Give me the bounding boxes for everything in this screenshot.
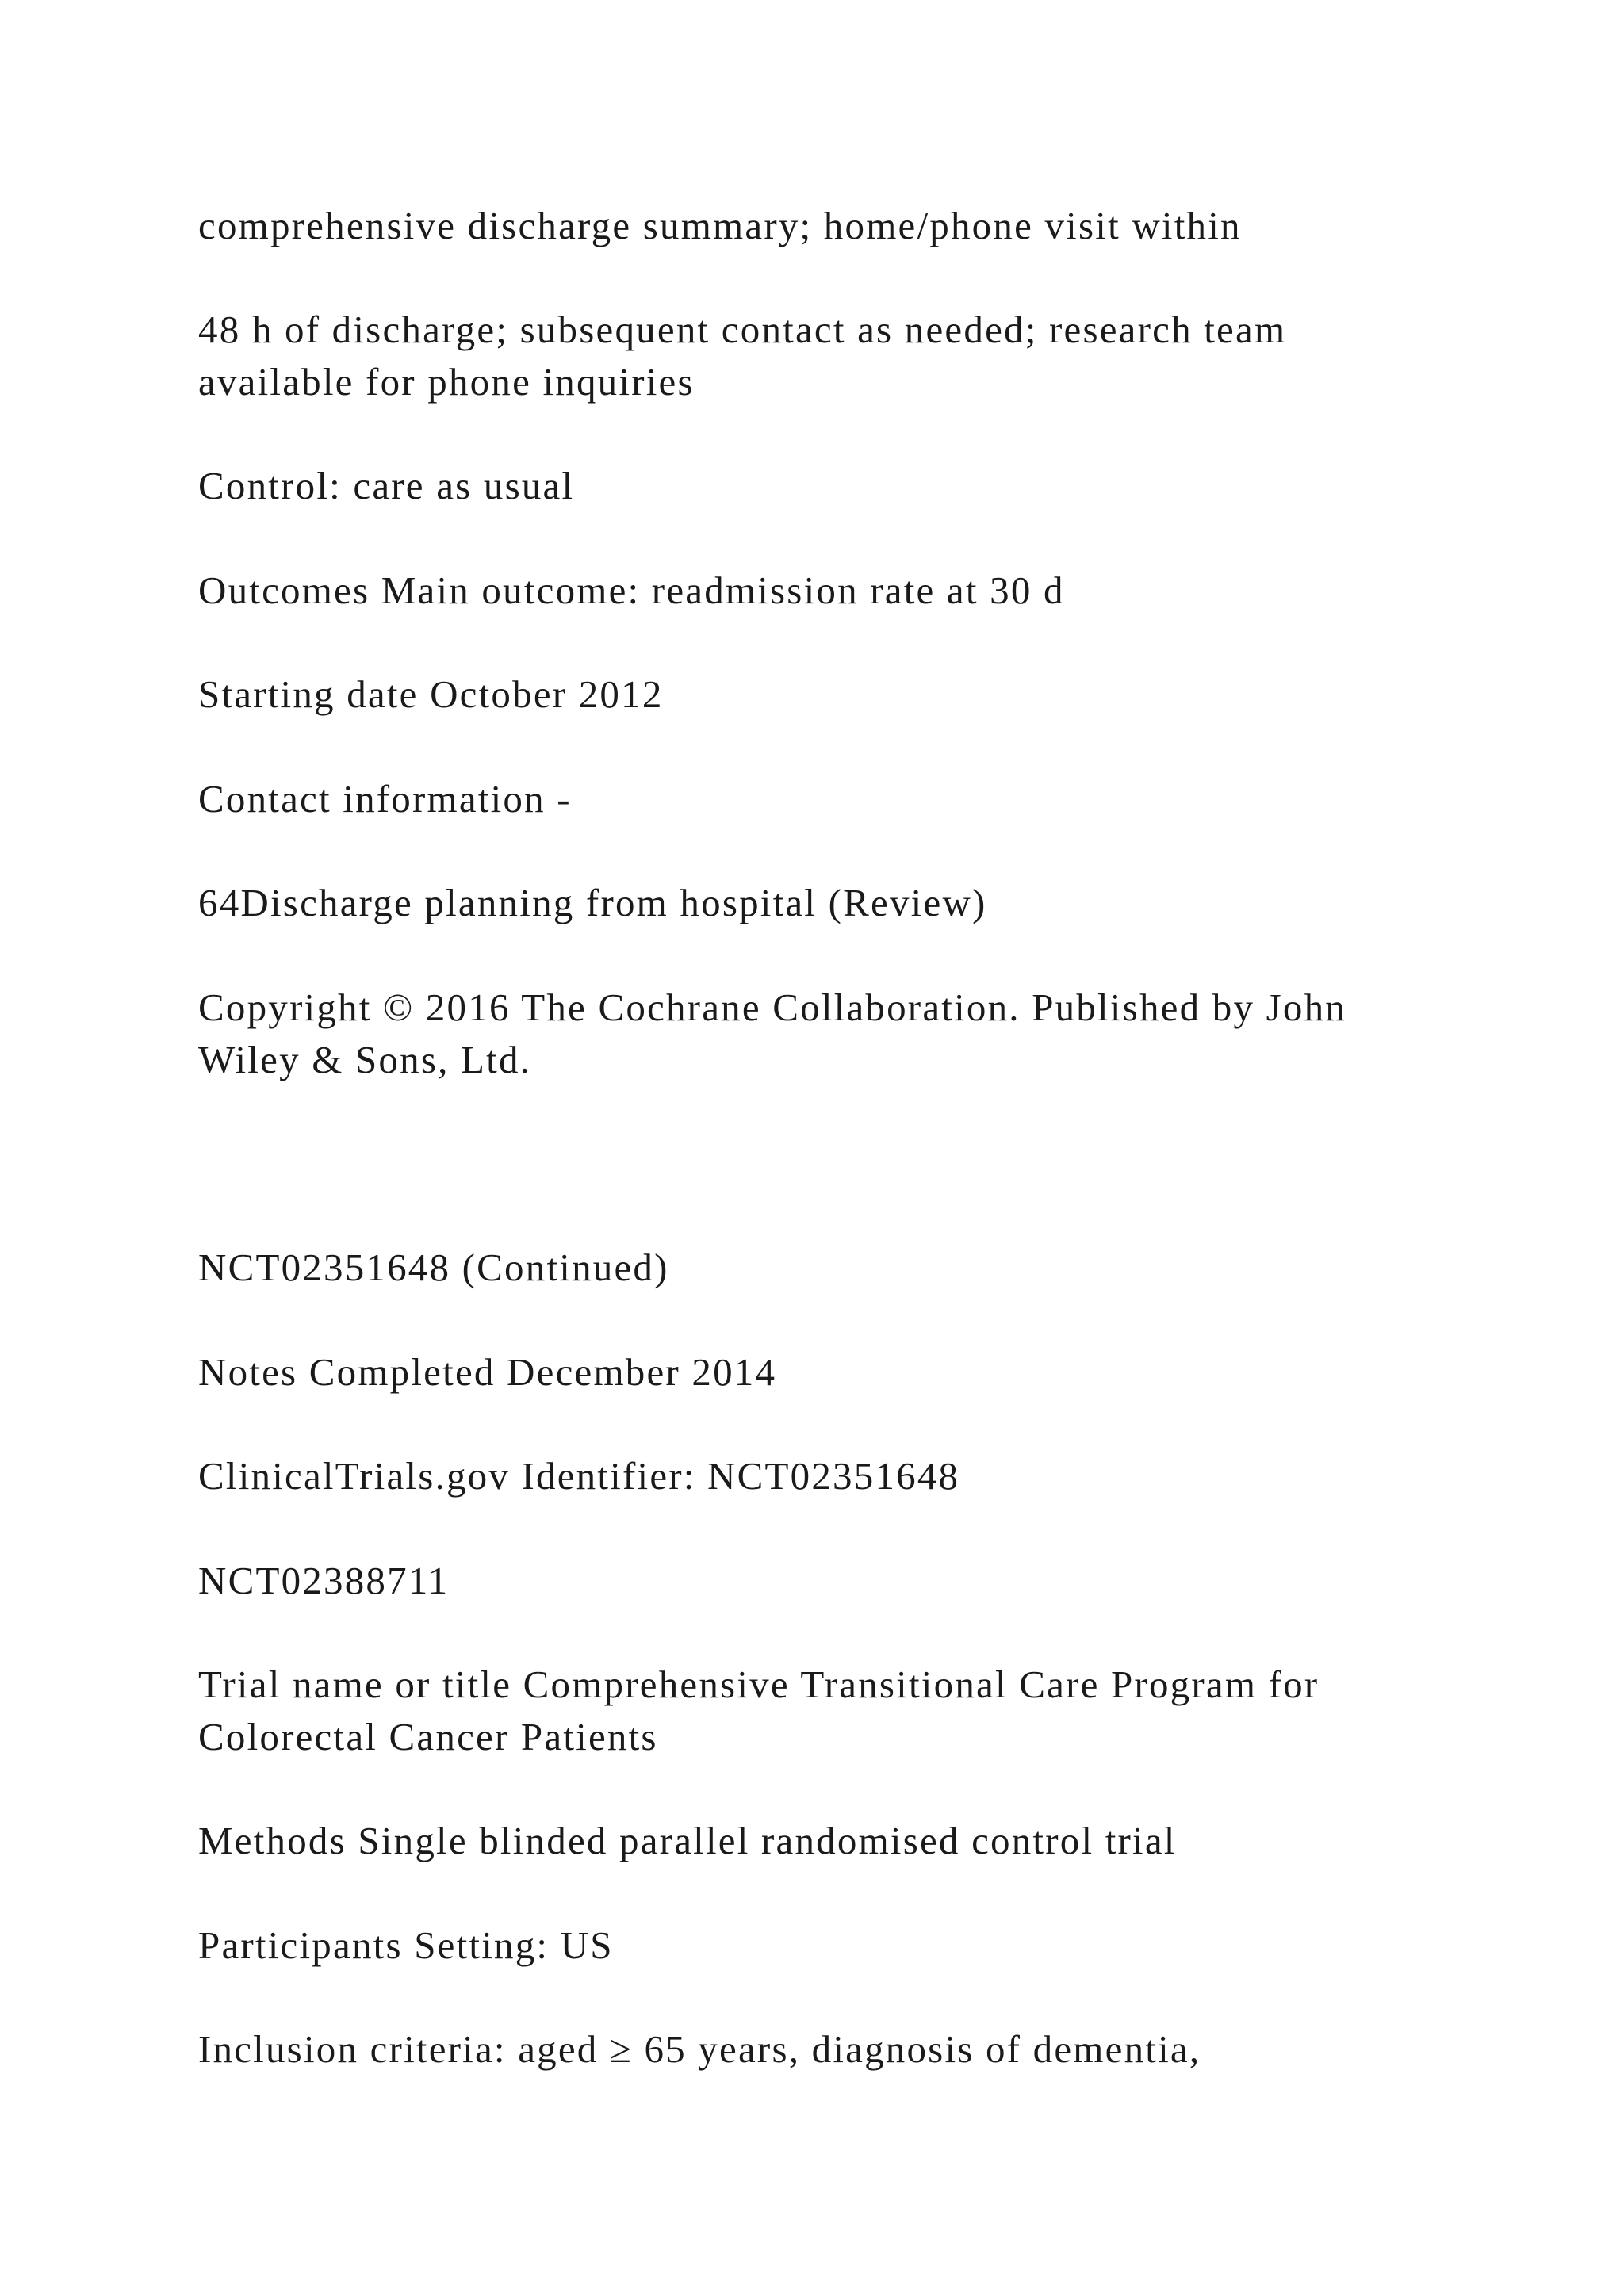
paragraph-identifier: ClinicalTrials.gov Identifier: NCT02351648 bbox=[198, 1454, 960, 1498]
paragraph-discharge-summary: comprehensive discharge summary; home/phone visit within bbox=[198, 204, 1242, 247]
paragraph-notes: Notes Completed December 2014 bbox=[198, 1350, 777, 1394]
paragraph-trial-name: Trial name or title Comprehensive Transitional Care Program for Colorectal Cancer Patients bbox=[198, 1663, 1320, 1758]
paragraph-contact-info: Contact information - bbox=[198, 777, 572, 821]
trial-id-heading: NCT02388711 bbox=[198, 1559, 450, 1602]
paragraph-48h-discharge: 48 h of discharge; subsequent contact as needed; research team available for phone inquiries bbox=[198, 308, 1287, 404]
paragraph-control: Control: care as usual bbox=[198, 464, 575, 507]
paragraph-outcomes: Outcomes Main outcome: readmission rate at 30 d bbox=[198, 568, 1065, 612]
paragraph-participants: Participants Setting: US bbox=[198, 1923, 614, 1967]
paragraph-inclusion: Inclusion criteria: aged ≥ 65 years, diagnosis of dementia, bbox=[198, 2027, 1201, 2071]
continued-heading: NCT02351648 (Continued) bbox=[198, 1246, 669, 1289]
paragraph-methods: Methods Single blinded parallel randomised control trial bbox=[198, 1819, 1177, 1862]
page-footer-title: 64Discharge planning from hospital (Review) bbox=[198, 881, 987, 924]
copyright-notice: Copyright © 2016 The Cochrane Collaboration. Published by John Wiley & Sons, Ltd. bbox=[198, 985, 1346, 1081]
paragraph-starting-date: Starting date October 2012 bbox=[198, 672, 664, 716]
